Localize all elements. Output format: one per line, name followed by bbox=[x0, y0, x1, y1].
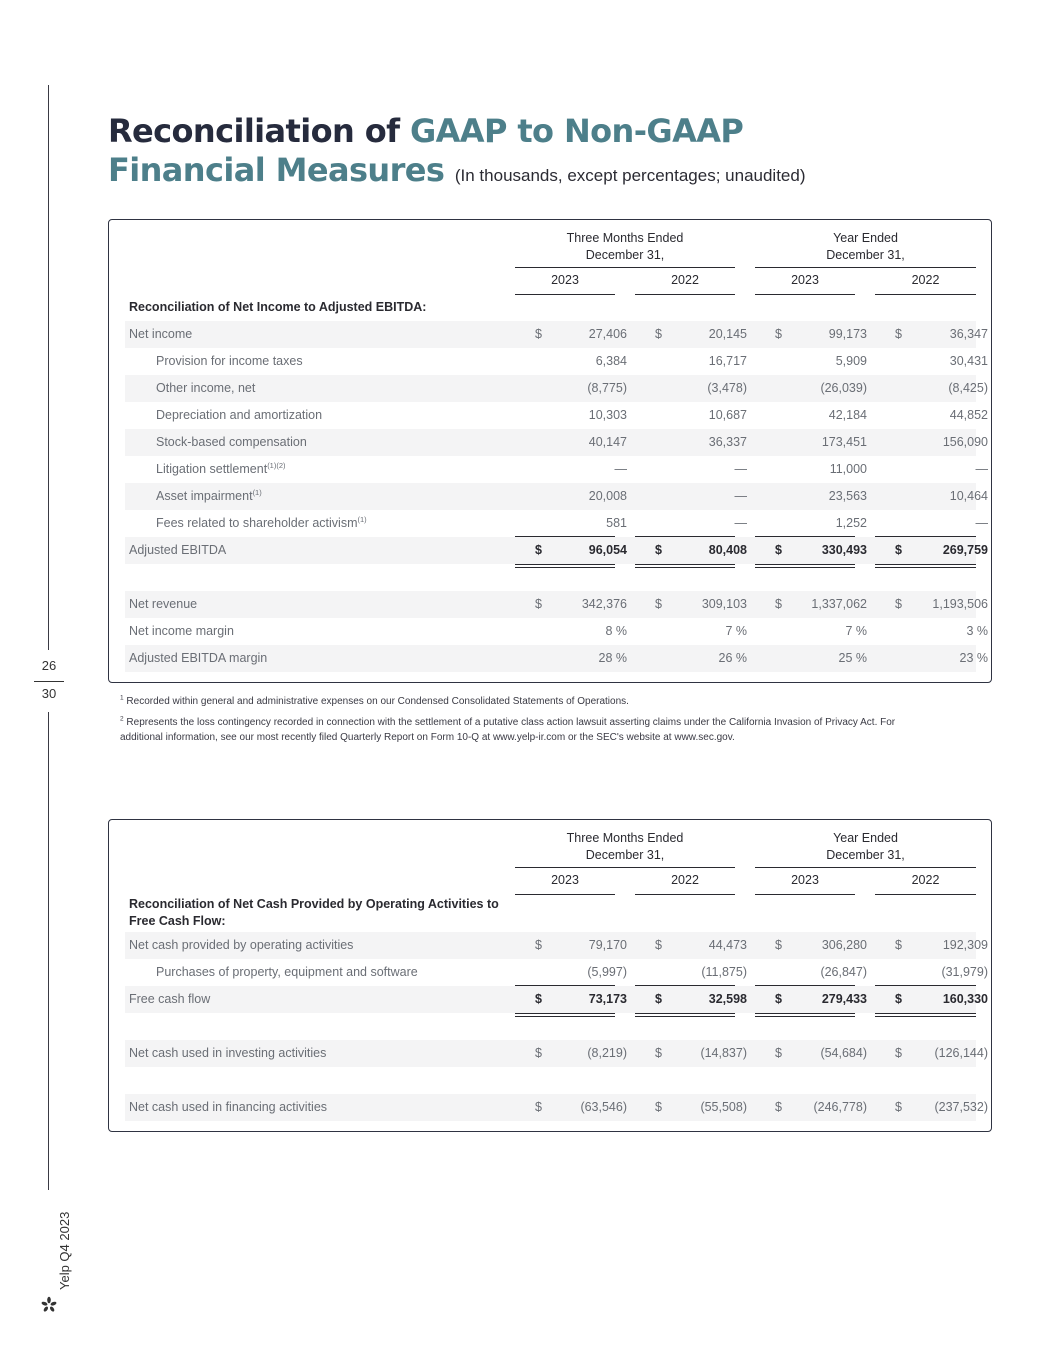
total-double-rule bbox=[635, 1013, 735, 1017]
cell-value: 10,464 bbox=[949, 489, 988, 503]
cell-value: 80,408 bbox=[708, 543, 747, 557]
row-label-text: Purchases of property, equipment and software bbox=[156, 965, 418, 979]
total-double-rule bbox=[515, 1013, 615, 1017]
cell-value: (5,997) bbox=[587, 965, 627, 979]
row-label-text: Net income margin bbox=[129, 624, 234, 638]
footnote-2 bbox=[120, 715, 930, 745]
cell-value: 7 % bbox=[845, 624, 867, 638]
cell-value: — bbox=[734, 489, 747, 503]
cell-value: 36,337 bbox=[708, 435, 747, 449]
row-label bbox=[156, 402, 322, 429]
cell-value: 5,909 bbox=[835, 354, 867, 368]
row-label bbox=[129, 986, 210, 1013]
cell-value: 7 % bbox=[725, 624, 747, 638]
row-label-text: Provision for income taxes bbox=[156, 354, 303, 368]
table-row bbox=[125, 429, 988, 456]
cell-value: 99,173 bbox=[828, 327, 867, 341]
footnote-ref: (1) bbox=[357, 514, 367, 524]
cell-value: 25 % bbox=[838, 651, 867, 665]
cell-value: 44,473 bbox=[708, 938, 747, 952]
total-double-rule bbox=[635, 564, 735, 568]
cell-value: (126,144) bbox=[934, 1046, 988, 1060]
dollar-sign: $ bbox=[655, 992, 662, 1006]
cell-value: 32,598 bbox=[708, 992, 747, 1006]
row-label bbox=[156, 375, 255, 402]
subtotal-rule bbox=[875, 536, 976, 537]
header-three-months-line1: Three Months Ended bbox=[566, 831, 684, 845]
dollar-sign: $ bbox=[535, 327, 542, 341]
header-rule bbox=[755, 867, 976, 868]
year-header: 2022 bbox=[671, 873, 699, 887]
header-year-ended-line2: December 31, bbox=[826, 248, 905, 262]
cell-value: 36,347 bbox=[949, 327, 988, 341]
total-double-rule bbox=[755, 1013, 855, 1017]
cell-value: 79,170 bbox=[588, 938, 627, 952]
total-double-rule bbox=[875, 564, 976, 568]
total-double-rule bbox=[515, 564, 615, 568]
header-three-months-line2: December 31, bbox=[585, 248, 665, 262]
header-year-ended-line1: Year Ended bbox=[833, 231, 898, 245]
year-rule bbox=[755, 294, 855, 295]
row-label-text: Other income, net bbox=[156, 381, 256, 395]
cell-value: 30,431 bbox=[949, 354, 988, 368]
cell-value: 40,147 bbox=[588, 435, 627, 449]
cell-value: 20,008 bbox=[588, 489, 627, 503]
footnote-2-mark: 2 bbox=[120, 715, 124, 723]
cell-value: 160,330 bbox=[942, 992, 988, 1006]
cell-value: (246,778) bbox=[813, 1100, 867, 1114]
dollar-sign: $ bbox=[895, 597, 902, 611]
cell-value: (55,508) bbox=[700, 1100, 747, 1114]
cell-value: 20,145 bbox=[708, 327, 747, 341]
table-row bbox=[125, 591, 988, 618]
cell-value: 309,103 bbox=[701, 597, 747, 611]
header-year-ended bbox=[755, 230, 976, 264]
header-rule bbox=[515, 267, 735, 268]
subtotal-rule bbox=[755, 536, 855, 537]
header-year-ended-line2: December 31, bbox=[826, 848, 905, 862]
cell-value: (14,837) bbox=[700, 1046, 747, 1060]
cell-value: 156,090 bbox=[942, 435, 988, 449]
cell-value: 42,184 bbox=[828, 408, 867, 422]
report-label: Yelp Q4 2023 bbox=[57, 1211, 72, 1290]
year-header: 2022 bbox=[911, 273, 940, 287]
row-label-text: Net cash provided by operating activities bbox=[129, 938, 354, 952]
row-label-text: Litigation settlement bbox=[156, 462, 268, 476]
table-row bbox=[125, 645, 988, 672]
dollar-sign: $ bbox=[775, 992, 782, 1006]
cell-value: (237,532) bbox=[934, 1100, 988, 1114]
section-title: Reconciliation of Net Cash Provided by Operating Activities to Free Cash Flow: bbox=[129, 897, 499, 928]
year-rule bbox=[875, 894, 976, 895]
table-row bbox=[125, 456, 988, 483]
cell-value: 8 % bbox=[605, 624, 627, 638]
table-row bbox=[125, 321, 988, 348]
year-rule bbox=[755, 894, 855, 895]
dollar-sign: $ bbox=[655, 1046, 662, 1060]
cell-value: — bbox=[975, 462, 988, 476]
cell-value: (8,775) bbox=[587, 381, 627, 395]
cell-value: 28 % bbox=[598, 651, 627, 665]
table-row bbox=[125, 510, 988, 537]
cell-value: (8,219) bbox=[587, 1046, 627, 1060]
year-header: 2023 bbox=[791, 873, 819, 887]
cell-value: 10,303 bbox=[588, 408, 627, 422]
row-label bbox=[156, 510, 367, 537]
cell-value: — bbox=[614, 462, 627, 476]
cell-value: 23 % bbox=[959, 651, 988, 665]
cell-value: (26,847) bbox=[820, 965, 867, 979]
dollar-sign: $ bbox=[655, 597, 662, 611]
subtotal-rule bbox=[755, 985, 855, 986]
dollar-sign: $ bbox=[775, 597, 782, 611]
dollar-sign: $ bbox=[775, 1046, 782, 1060]
title-subtitle: (In thousands, except percentages; unaudited) bbox=[454, 166, 806, 185]
page-number-total: 30 bbox=[41, 686, 57, 701]
row-label bbox=[129, 932, 353, 959]
cell-value: 1,193,506 bbox=[932, 597, 988, 611]
dollar-sign: $ bbox=[535, 543, 542, 557]
dollar-sign: $ bbox=[535, 597, 542, 611]
year-rule bbox=[515, 894, 615, 895]
row-label bbox=[129, 321, 192, 348]
header-three-months bbox=[515, 230, 735, 264]
year-header: 2023 bbox=[551, 273, 579, 287]
cell-value: 16,717 bbox=[708, 354, 747, 368]
row-label-text: Net cash used in investing activities bbox=[129, 1046, 327, 1060]
footnote-1 bbox=[120, 694, 930, 709]
year-header: 2023 bbox=[791, 273, 819, 287]
title-part-2: GAAP to Non-GAAP bbox=[409, 112, 744, 150]
page-number-current: 26 bbox=[41, 658, 57, 673]
cell-value: 11,000 bbox=[829, 462, 867, 476]
table-row bbox=[125, 537, 988, 564]
row-label bbox=[156, 348, 303, 375]
section-title: Reconciliation of Net Income to Adjusted EBITDA: bbox=[129, 300, 427, 314]
cell-value: 581 bbox=[606, 516, 627, 530]
dollar-sign: $ bbox=[535, 1100, 542, 1114]
cell-value: 26 % bbox=[718, 651, 747, 665]
page-title bbox=[108, 112, 806, 195]
cell-value: 192,309 bbox=[942, 938, 988, 952]
yelp-burst-icon bbox=[40, 1296, 58, 1314]
year-rule bbox=[515, 294, 615, 295]
dollar-sign: $ bbox=[895, 938, 902, 952]
header-three-months bbox=[515, 830, 735, 864]
header-year-ended bbox=[755, 830, 976, 864]
row-label bbox=[156, 959, 418, 986]
year-header: 2023 bbox=[551, 873, 579, 887]
header-three-months-line1: Three Months Ended bbox=[566, 231, 684, 245]
cell-value: 342,376 bbox=[581, 597, 627, 611]
footnote-ref: (1)(2) bbox=[267, 460, 286, 470]
dollar-sign: $ bbox=[895, 327, 902, 341]
cell-value: (11,875) bbox=[701, 965, 747, 979]
year-header: 2022 bbox=[911, 873, 940, 887]
row-label bbox=[129, 1040, 326, 1067]
row-label-text: Net revenue bbox=[129, 597, 198, 611]
dollar-sign: $ bbox=[775, 938, 782, 952]
dollar-sign: $ bbox=[655, 1100, 662, 1114]
table-row bbox=[125, 932, 988, 959]
table-row bbox=[125, 618, 988, 645]
cell-value: 6,384 bbox=[595, 354, 627, 368]
table-row bbox=[125, 959, 988, 986]
cell-value: — bbox=[734, 462, 747, 476]
cell-value: (63,546) bbox=[580, 1100, 627, 1114]
cell-value: 10,687 bbox=[708, 408, 747, 422]
dollar-sign: $ bbox=[775, 327, 782, 341]
table-row bbox=[125, 375, 988, 402]
table-row bbox=[125, 348, 988, 375]
cell-value: 330,493 bbox=[821, 543, 867, 557]
title-part-1: Reconciliation of bbox=[108, 112, 410, 150]
footnote-1-mark: 1 bbox=[120, 694, 124, 702]
page-number-divider bbox=[34, 681, 64, 682]
row-label bbox=[129, 537, 226, 564]
dollar-sign: $ bbox=[895, 1046, 902, 1060]
dollar-sign: $ bbox=[775, 543, 782, 557]
cell-value: 3 % bbox=[966, 624, 988, 638]
cell-value: (26,039) bbox=[820, 381, 867, 395]
cell-value: (3,478) bbox=[707, 381, 747, 395]
row-label-text: Net cash used in financing activities bbox=[129, 1100, 328, 1114]
table-row bbox=[125, 1094, 988, 1121]
header-year-ended-line1: Year Ended bbox=[833, 831, 898, 845]
row-label bbox=[129, 618, 234, 645]
subtotal-rule bbox=[515, 985, 615, 986]
total-double-rule bbox=[755, 564, 855, 568]
subtotal-rule bbox=[635, 985, 735, 986]
dollar-sign: $ bbox=[535, 938, 542, 952]
cell-value: 73,173 bbox=[588, 992, 627, 1006]
footnote-1-text: Recorded within general and administrative expenses on our Condensed Consolidated Statements of Operations. bbox=[126, 696, 629, 707]
sidebar-rail-bottom bbox=[48, 712, 49, 1190]
row-label-text: Free cash flow bbox=[129, 992, 211, 1006]
row-label-text: Asset impairment bbox=[156, 489, 253, 503]
cell-value: 44,852 bbox=[949, 408, 988, 422]
cell-value: — bbox=[734, 516, 747, 530]
row-label bbox=[156, 483, 262, 510]
table-row bbox=[125, 986, 988, 1013]
cell-value: 1,252 bbox=[835, 516, 867, 530]
dollar-sign: $ bbox=[535, 992, 542, 1006]
dollar-sign: $ bbox=[535, 1046, 542, 1060]
dollar-sign: $ bbox=[655, 327, 662, 341]
cell-value: 27,406 bbox=[588, 327, 627, 341]
row-label bbox=[156, 429, 307, 456]
subtotal-rule bbox=[515, 536, 615, 537]
row-label bbox=[129, 1094, 327, 1121]
table-row bbox=[125, 402, 988, 429]
cell-value: 279,433 bbox=[821, 992, 867, 1006]
cell-value: 269,759 bbox=[942, 543, 988, 557]
row-label bbox=[156, 456, 286, 483]
cell-value: 173,451 bbox=[821, 435, 867, 449]
footnote-2-text: Represents the loss contingency recorded in connection with the settlement of a putative class action lawsuit asserting claims under the California Invasion of Privacy Act. For additional information, see our most recently filed Quarterly Report on Form 10-Q at www.yelp-ir.com or the SEC's website at www.sec.gov. bbox=[120, 717, 896, 743]
table-row bbox=[125, 483, 988, 510]
total-double-rule bbox=[875, 1013, 976, 1017]
row-label-text: Adjusted EBITDA margin bbox=[129, 651, 268, 665]
title-part-3: Financial Measures bbox=[108, 151, 445, 189]
row-label-text: Depreciation and amortization bbox=[156, 408, 323, 422]
cell-value: 1,337,062 bbox=[811, 597, 867, 611]
header-rule bbox=[755, 267, 976, 268]
year-rule bbox=[875, 294, 976, 295]
row-label-text: Stock-based compensation bbox=[156, 435, 307, 449]
footnote-ref: (1) bbox=[252, 487, 262, 497]
year-header: 2022 bbox=[671, 273, 699, 287]
row-label bbox=[129, 591, 197, 618]
row-label-text: Adjusted EBITDA bbox=[129, 543, 227, 557]
row-label-text: Fees related to shareholder activism bbox=[156, 516, 358, 530]
adjusted-ebitda-table bbox=[108, 219, 992, 683]
subtotal-rule bbox=[875, 985, 976, 986]
cell-value: 23,563 bbox=[828, 489, 867, 503]
dollar-sign: $ bbox=[655, 543, 662, 557]
cell-value: (8,425) bbox=[948, 381, 988, 395]
sidebar-rail-top bbox=[48, 85, 49, 650]
subtotal-rule bbox=[635, 536, 735, 537]
cell-value: (31,979) bbox=[941, 965, 988, 979]
dollar-sign: $ bbox=[895, 543, 902, 557]
year-rule bbox=[635, 294, 735, 295]
dollar-sign: $ bbox=[895, 1100, 902, 1114]
cell-value: 306,280 bbox=[821, 938, 867, 952]
cell-value: 96,054 bbox=[588, 543, 627, 557]
dollar-sign: $ bbox=[895, 992, 902, 1006]
cell-value: — bbox=[975, 516, 988, 530]
row-label bbox=[129, 645, 267, 672]
free-cash-flow-table bbox=[108, 819, 992, 1132]
cell-value: (54,684) bbox=[820, 1046, 867, 1060]
header-rule bbox=[515, 867, 735, 868]
row-label-text: Net income bbox=[129, 327, 193, 341]
dollar-sign: $ bbox=[775, 1100, 782, 1114]
year-rule bbox=[635, 894, 735, 895]
dollar-sign: $ bbox=[655, 938, 662, 952]
table-row bbox=[125, 1040, 988, 1067]
header-three-months-line2: December 31, bbox=[585, 848, 665, 862]
